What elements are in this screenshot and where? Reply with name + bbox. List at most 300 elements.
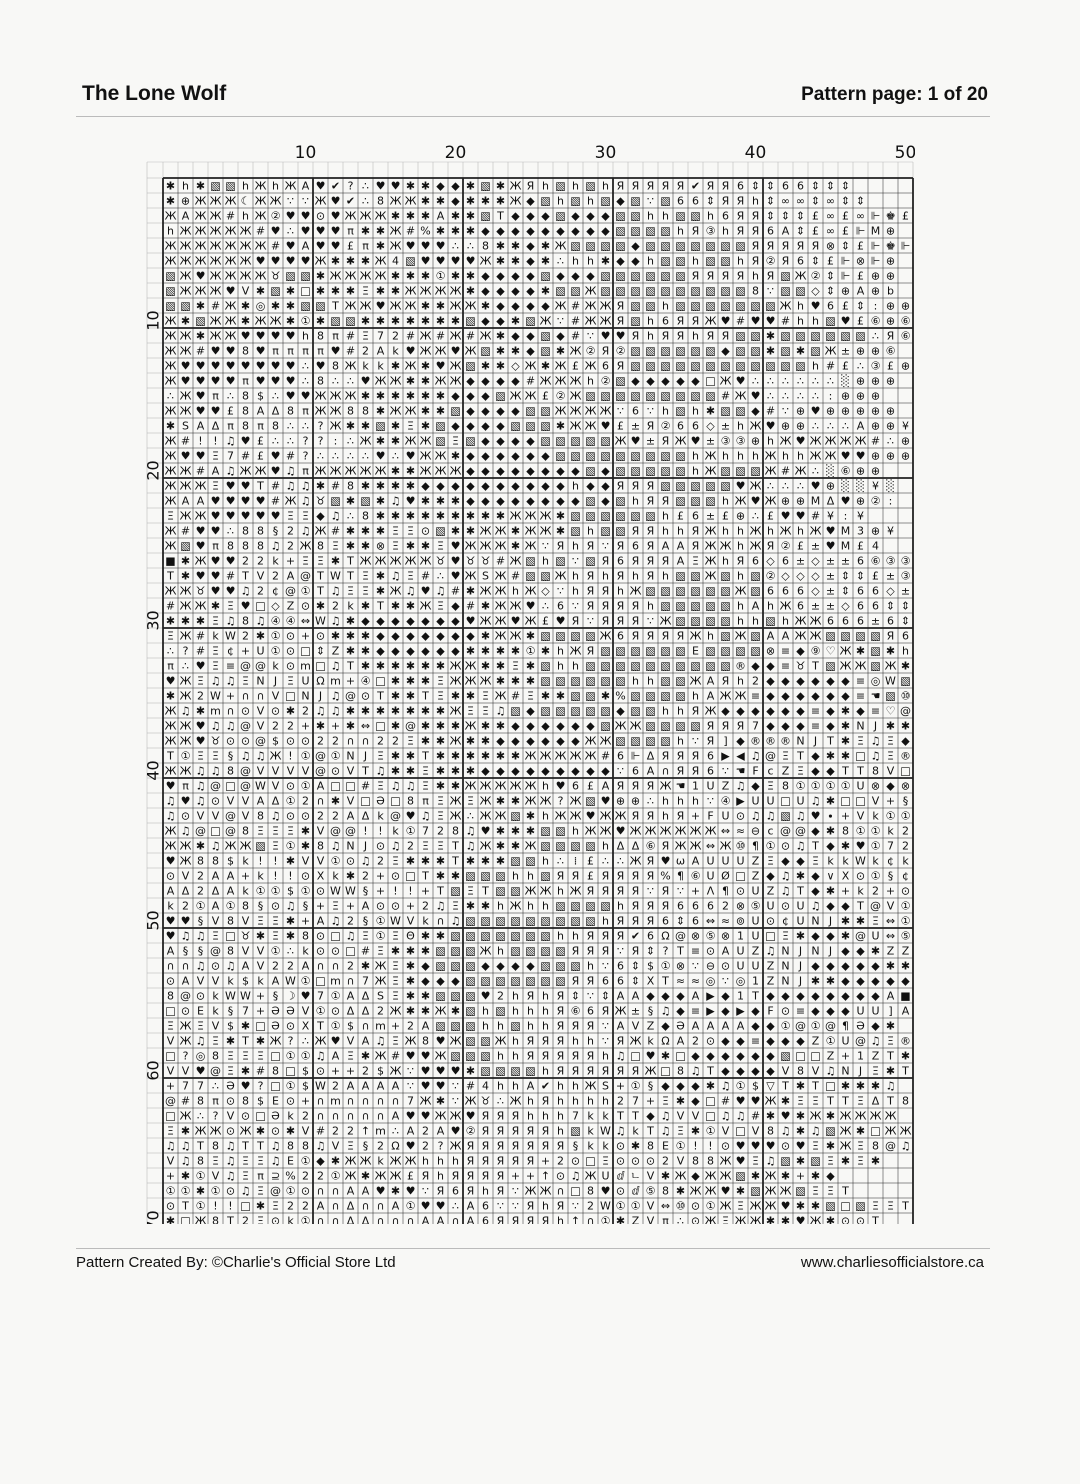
stitch-symbol: V <box>301 1124 310 1138</box>
stitch-symbol: ✱ <box>390 704 401 718</box>
stitch-symbol: Ξ <box>797 764 804 778</box>
stitch-symbol: ♥ <box>360 374 371 388</box>
stitch-symbol: ∞ <box>825 194 836 208</box>
stitch-symbol: Я <box>736 194 745 208</box>
stitch-symbol: ✱ <box>540 359 551 373</box>
stitch-symbol: ♫ <box>315 1049 326 1063</box>
stitch-symbol: ■ <box>900 989 911 1003</box>
stitch-symbol: h <box>572 1034 579 1048</box>
stitch-symbol: Ξ <box>392 1034 399 1048</box>
stitch-symbol: k <box>362 359 369 373</box>
stitch-symbol: Ж <box>164 359 177 373</box>
stitch-symbol: V <box>211 809 220 823</box>
stitch-symbol: ♫ <box>570 1169 581 1183</box>
stitch-symbol: ⊙ <box>345 854 356 868</box>
stitch-symbol: k <box>902 854 909 868</box>
stitch-symbol: ♫ <box>270 809 281 823</box>
stitch-symbol: ✱ <box>465 764 476 778</box>
stitch-symbol: Ж <box>449 674 462 688</box>
stitch-symbol: ◆ <box>316 509 325 523</box>
stitch-symbol: Ξ <box>467 794 474 808</box>
stitch-symbol: ▧ <box>765 299 776 313</box>
stitch-symbol: Я <box>481 1154 490 1168</box>
stitch-symbol: V <box>181 1064 190 1078</box>
stitch-symbol: + <box>300 1094 311 1108</box>
stitch-symbol: A <box>226 869 235 883</box>
stitch-symbol: W <box>600 1124 611 1138</box>
stitch-symbol: ∴ <box>347 449 354 463</box>
stitch-symbol: ◆ <box>826 719 835 733</box>
stitch-symbol: Ж <box>179 239 192 253</box>
stitch-symbol: § <box>257 899 264 913</box>
stitch-symbol: Я <box>631 554 640 568</box>
stitch-symbol: ⊕ <box>735 509 746 523</box>
stitch-symbol: N <box>796 734 805 748</box>
stitch-symbol: X <box>301 1019 310 1033</box>
stitch-symbol: ♥ <box>195 539 206 553</box>
stitch-symbol: ♫ <box>375 1034 386 1048</box>
stitch-symbol: S <box>602 1079 609 1093</box>
stitch-symbol: ⊕ <box>855 389 866 403</box>
stitch-symbol: N <box>346 749 355 763</box>
stitch-symbol: Δ <box>211 419 220 433</box>
stitch-symbol: □ <box>705 1094 716 1108</box>
stitch-symbol: ◆ <box>556 734 565 748</box>
stitch-symbol: ▧ <box>540 944 551 958</box>
stitch-symbol: Ж <box>734 389 747 403</box>
stitch-symbol: ♥ <box>255 494 266 508</box>
stitch-symbol: T <box>437 884 444 898</box>
stitch-symbol: ∩ <box>406 1214 415 1224</box>
stitch-symbol: ◆ <box>796 644 805 658</box>
stitch-symbol: $ <box>242 974 249 988</box>
stitch-symbol: Ж <box>434 284 447 298</box>
stitch-symbol: ✱ <box>465 854 476 868</box>
stitch-symbol: Ж <box>194 1124 207 1138</box>
stitch-symbol: ✱ <box>450 209 461 223</box>
stitch-symbol: Я <box>616 869 625 883</box>
stitch-symbol: ♥ <box>795 1139 806 1153</box>
stitch-symbol: Я <box>601 929 610 943</box>
stitch-symbol: ✱ <box>405 764 416 778</box>
stitch-symbol: T <box>482 884 489 898</box>
stitch-symbol: Ж <box>389 374 402 388</box>
stitch-symbol: ± <box>825 584 836 598</box>
stitch-symbol: Ж <box>569 404 582 418</box>
stitch-symbol: ✱ <box>510 824 521 838</box>
stitch-symbol: k <box>602 1139 609 1153</box>
stitch-symbol: ◆ <box>541 299 550 313</box>
stitch-symbol: + <box>540 1154 551 1168</box>
stitch-symbol: π <box>212 389 219 403</box>
stitch-symbol: ◆ <box>496 314 505 328</box>
stitch-symbol: 2 <box>347 914 354 928</box>
stitch-symbol: A <box>676 539 685 553</box>
stitch-symbol: h <box>557 1124 564 1138</box>
stitch-symbol: ✱ <box>660 1169 671 1183</box>
stitch-symbol: V <box>241 284 250 298</box>
stitch-symbol: ♥ <box>420 1199 431 1213</box>
footer-website[interactable]: www.charliesofficialstore.ca <box>800 1254 984 1271</box>
stitch-symbol: ✱ <box>165 1214 176 1224</box>
stitch-symbol: ♥ <box>375 449 386 463</box>
stitch-symbol: 6 <box>617 749 624 763</box>
stitch-symbol: m <box>330 674 341 688</box>
stitch-symbol: ▧ <box>690 659 701 673</box>
stitch-symbol: ▧ <box>720 584 731 598</box>
stitch-symbol: Ø <box>721 869 730 883</box>
stitch-symbol: ♥ <box>600 794 611 808</box>
stitch-symbol: ✱ <box>840 749 851 763</box>
stitch-symbol: Δ <box>211 884 220 898</box>
stitch-symbol: Я <box>556 1004 565 1018</box>
stitch-symbol: + <box>330 719 341 733</box>
stitch-symbol: Ξ <box>392 929 399 943</box>
stitch-symbol: Ж <box>494 539 507 553</box>
stitch-symbol: ♥ <box>210 509 221 523</box>
stitch-symbol: ♫ <box>405 584 416 598</box>
stitch-symbol: ◆ <box>526 194 535 208</box>
stitch-symbol: ⁞ <box>573 854 578 868</box>
stitch-symbol: ♫ <box>330 659 341 673</box>
stitch-symbol: T <box>377 689 384 703</box>
stitch-symbol: ⊙ <box>225 1094 236 1108</box>
stitch-symbol: ◆ <box>541 479 550 493</box>
stitch-symbol: ◆ <box>481 284 490 298</box>
stitch-symbol: Ж <box>764 1169 777 1183</box>
row-number-label: 70 <box>145 1210 163 1224</box>
stitch-symbol: Ж <box>524 1184 537 1198</box>
stitch-symbol: ✱ <box>315 314 326 328</box>
stitch-symbol: ∩ <box>316 959 325 973</box>
stitch-symbol: Я <box>556 1019 565 1033</box>
stitch-symbol: ⇕ <box>780 209 791 223</box>
stitch-symbol: ∴ <box>467 809 474 823</box>
stitch-symbol: ♥ <box>855 839 866 853</box>
stitch-symbol: Я <box>586 539 595 553</box>
stitch-symbol: Ж <box>389 194 402 208</box>
stitch-symbol: Ж <box>179 839 192 853</box>
stitch-symbol: ◇ <box>811 284 820 298</box>
stitch-symbol: Ж <box>629 584 642 598</box>
stitch-symbol: ✱ <box>390 359 401 373</box>
stitch-symbol: ∵ <box>587 614 594 628</box>
stitch-symbol: ▧ <box>870 644 881 658</box>
stitch-symbol: h <box>902 644 909 658</box>
stitch-symbol: ⊕ <box>825 479 836 493</box>
stitch-symbol: ∴ <box>287 224 294 238</box>
stitch-symbol: Я <box>526 1124 535 1138</box>
stitch-symbol: ◆ <box>541 209 550 223</box>
stitch-symbol: ⊕ <box>825 404 836 418</box>
stitch-symbol: ◇ <box>511 359 520 373</box>
stitch-symbol: ✱ <box>240 299 251 313</box>
stitch-symbol: ✱ <box>810 1169 821 1183</box>
stitch-symbol: ✱ <box>420 299 431 313</box>
stitch-symbol: ◆ <box>661 374 670 388</box>
stitch-symbol: ✱ <box>705 1079 716 1093</box>
stitch-symbol: ✱ <box>465 194 476 208</box>
stitch-symbol: ♉ <box>465 554 476 568</box>
stitch-symbol: ▧ <box>780 359 791 373</box>
stitch-symbol: ▧ <box>675 479 686 493</box>
stitch-symbol: ⊕ <box>900 359 911 373</box>
stitch-symbol: N <box>346 839 355 853</box>
stitch-symbol: 8 <box>317 374 324 388</box>
stitch-symbol: ◆ <box>496 734 505 748</box>
stitch-symbol: Ξ <box>332 899 339 913</box>
stitch-symbol: ✱ <box>315 599 326 613</box>
stitch-symbol: § <box>272 989 279 1003</box>
stitch-symbol: ✱ <box>780 1094 791 1108</box>
stitch-symbol: ♥ <box>210 404 221 418</box>
stitch-symbol: ▧ <box>630 389 641 403</box>
stitch-symbol: ▧ <box>540 329 551 343</box>
stitch-symbol: ∩ <box>361 1199 370 1213</box>
stitch-symbol: □ <box>390 794 401 808</box>
stitch-symbol: ◆ <box>886 974 895 988</box>
stitch-symbol: ⇔ <box>720 824 731 838</box>
stitch-symbol: ▧ <box>285 269 296 283</box>
stitch-symbol: ✱ <box>765 1214 776 1224</box>
stitch-symbol: £ <box>347 239 354 253</box>
stitch-symbol: Z <box>901 944 910 958</box>
stitch-symbol: Ж <box>389 404 402 418</box>
stitch-symbol: ▧ <box>675 404 686 418</box>
stitch-symbol: ⊙ <box>300 809 311 823</box>
stitch-symbol: Ж <box>614 719 627 733</box>
stitch-symbol: T <box>242 569 249 583</box>
stitch-symbol: Ж <box>794 629 807 643</box>
stitch-symbol: ✱ <box>435 224 446 238</box>
stitch-symbol: + <box>330 1064 341 1078</box>
stitch-symbol: ✱ <box>855 644 866 658</box>
stitch-symbol: ? <box>347 179 354 193</box>
stitch-symbol: 2 <box>242 1214 249 1224</box>
stitch-symbol: £ <box>857 239 864 253</box>
stitch-symbol: Ж <box>839 1139 852 1153</box>
stitch-symbol: Ж <box>374 554 387 568</box>
stitch-symbol: Я <box>631 869 640 883</box>
stitch-symbol: h <box>512 584 519 598</box>
stitch-symbol: Ω <box>391 1139 400 1153</box>
stitch-symbol: Ξ <box>332 539 339 553</box>
stitch-symbol: Я <box>661 494 670 508</box>
stitch-symbol: Ж <box>164 479 177 493</box>
stitch-symbol: § <box>182 944 189 958</box>
stitch-symbol: ② <box>465 1124 476 1138</box>
stitch-symbol: Ж <box>839 434 852 448</box>
stitch-symbol: 6 <box>707 899 714 913</box>
stitch-symbol: ▶ <box>736 794 745 808</box>
stitch-symbol: Я <box>631 179 640 193</box>
stitch-symbol: ◆ <box>601 494 610 508</box>
stitch-symbol: Ж <box>404 194 417 208</box>
stitch-symbol: Ж <box>689 629 702 643</box>
stitch-symbol: ✱ <box>885 644 896 658</box>
stitch-symbol: ¥ <box>887 524 894 538</box>
stitch-symbol: k <box>632 1124 639 1138</box>
stitch-symbol: ✱ <box>480 299 491 313</box>
stitch-symbol: T <box>497 209 504 223</box>
stitch-symbol: ♫ <box>795 809 806 823</box>
stitch-symbol: Ж <box>449 809 462 823</box>
stitch-symbol: ◆ <box>421 644 430 658</box>
stitch-symbol: Я <box>811 239 820 253</box>
stitch-symbol: ✱ <box>840 929 851 943</box>
stitch-symbol: ♫ <box>195 929 206 943</box>
stitch-symbol: ✱ <box>825 1109 836 1123</box>
stitch-symbol: £ <box>842 299 849 313</box>
stitch-symbol: ▧ <box>570 434 581 448</box>
stitch-symbol: Я <box>631 899 640 913</box>
stitch-symbol: @ <box>885 1139 896 1153</box>
stitch-symbol: ▧ <box>450 929 461 943</box>
stitch-symbol: ♥ <box>390 179 401 193</box>
stitch-symbol: ✱ <box>420 209 431 223</box>
stitch-symbol: ♥ <box>285 359 296 373</box>
stitch-symbol: ✱ <box>495 674 506 688</box>
stitch-symbol: @ <box>390 809 401 823</box>
stitch-symbol: Я <box>601 869 610 883</box>
stitch-symbol: @ <box>870 899 881 913</box>
stitch-symbol: ✱ <box>900 1049 911 1063</box>
stitch-symbol: ✱ <box>555 509 566 523</box>
stitch-symbol: ▧ <box>750 299 761 313</box>
stitch-symbol: ⊗ <box>900 779 911 793</box>
stitch-symbol: Я <box>466 1139 475 1153</box>
stitch-symbol: ⊙ <box>225 734 236 748</box>
stitch-symbol: ≈ <box>690 974 701 988</box>
stitch-symbol: @ <box>270 1184 281 1198</box>
stitch-symbol: ① <box>315 1004 326 1018</box>
stitch-symbol: ◆ <box>481 404 490 418</box>
stitch-symbol: @ <box>765 749 776 763</box>
stitch-symbol: ▧ <box>885 689 896 703</box>
stitch-symbol: 2 <box>302 704 309 718</box>
stitch-symbol: ! <box>258 854 263 868</box>
stitch-symbol: + <box>300 629 311 643</box>
stitch-symbol: 1 <box>752 974 759 988</box>
stitch-symbol: ∵ <box>587 329 594 343</box>
stitch-symbol: ♉ <box>240 929 251 943</box>
stitch-symbol: ▧ <box>660 719 671 733</box>
stitch-symbol: ◆ <box>616 254 625 268</box>
stitch-symbol: ∴ <box>542 599 549 613</box>
stitch-symbol: k <box>377 1154 384 1168</box>
stitch-symbol: @ <box>795 824 806 838</box>
stitch-symbol: h <box>437 1154 444 1168</box>
stitch-symbol: ♫ <box>420 809 431 823</box>
stitch-symbol: Я <box>676 314 685 328</box>
stitch-symbol: 6 <box>707 764 714 778</box>
stitch-symbol: ◆ <box>826 704 835 718</box>
stitch-symbol: Ж <box>449 704 462 718</box>
stitch-symbol: Я <box>751 254 760 268</box>
stitch-symbol: ✱ <box>180 554 191 568</box>
stitch-symbol: ▧ <box>585 674 596 688</box>
stitch-symbol: A <box>346 1079 355 1093</box>
stitch-symbol: ♡ <box>825 644 836 658</box>
stitch-symbol: ® <box>900 1034 911 1048</box>
stitch-symbol: A <box>421 1019 430 1033</box>
stitch-symbol: ✱ <box>375 569 386 583</box>
stitch-symbol: Ж <box>824 449 837 463</box>
stitch-symbol: Ж <box>854 1109 867 1123</box>
stitch-symbol: 7 <box>197 1079 204 1093</box>
stitch-symbol: ① <box>525 644 536 658</box>
stitch-symbol: ◆ <box>316 1154 325 1168</box>
stitch-symbol: @ <box>795 1019 806 1033</box>
stitch-symbol: □ <box>630 1049 641 1063</box>
stitch-symbol: ⑤ <box>900 929 911 943</box>
stitch-symbol: h <box>557 1079 564 1093</box>
stitch-symbol: ▧ <box>600 434 611 448</box>
stitch-symbol: £ <box>857 314 864 328</box>
stitch-symbol: £ <box>677 509 684 523</box>
stitch-symbol: ◆ <box>526 449 535 463</box>
stitch-symbol: ① <box>660 959 671 973</box>
stitch-symbol: ♫ <box>390 494 401 508</box>
stitch-symbol: V <box>286 764 295 778</box>
stitch-symbol: ▧ <box>735 644 746 658</box>
footer-divider <box>76 1248 990 1249</box>
stitch-symbol: T <box>887 1049 894 1063</box>
stitch-symbol: # <box>750 1109 761 1123</box>
stitch-symbol: k <box>212 1004 219 1018</box>
stitch-symbol: □ <box>210 824 221 838</box>
stitch-symbol: ▧ <box>570 674 581 688</box>
stitch-symbol: A <box>436 209 445 223</box>
stitch-symbol: Я <box>466 1169 475 1183</box>
stitch-symbol: 6 <box>887 614 894 628</box>
stitch-symbol: Я <box>616 539 625 553</box>
stitch-symbol: ✱ <box>390 944 401 958</box>
stitch-symbol: ♥ <box>195 659 206 673</box>
stitch-symbol: Я <box>571 1064 580 1078</box>
stitch-symbol: Ж <box>464 569 477 583</box>
stitch-symbol: ⊙ <box>330 944 341 958</box>
stitch-symbol: Я <box>646 779 655 793</box>
stitch-symbol: ▧ <box>555 209 566 223</box>
stitch-symbol: h <box>542 1109 549 1123</box>
stitch-symbol: h <box>587 254 594 268</box>
stitch-symbol: □ <box>300 644 311 658</box>
stitch-symbol: ▧ <box>540 569 551 583</box>
stitch-symbol: ◆ <box>511 284 520 298</box>
stitch-symbol: ♫ <box>720 1109 731 1123</box>
stitch-symbol: ♥ <box>270 449 281 463</box>
stitch-symbol: π <box>227 419 234 433</box>
stitch-symbol: ♥ <box>270 374 281 388</box>
stitch-symbol: ✱ <box>480 734 491 748</box>
stitch-symbol: Ж <box>224 239 237 253</box>
stitch-symbol: □ <box>900 764 911 778</box>
stitch-symbol: h <box>752 449 759 463</box>
stitch-symbol: # <box>360 779 371 793</box>
stitch-symbol: ▧ <box>450 1049 461 1063</box>
stitch-symbol: ① <box>180 1184 191 1198</box>
stitch-symbol: ◎ <box>735 974 746 988</box>
stitch-symbol: Ə <box>286 1004 295 1018</box>
stitch-symbol: ✱ <box>690 1124 701 1138</box>
stitch-symbol: ✱ <box>855 1079 866 1093</box>
stitch-symbol: Ξ <box>287 674 294 688</box>
stitch-symbol: k <box>587 1139 594 1153</box>
stitch-symbol: + <box>405 899 416 913</box>
stitch-symbol: ✱ <box>285 914 296 928</box>
stitch-symbol: £ <box>722 509 729 523</box>
